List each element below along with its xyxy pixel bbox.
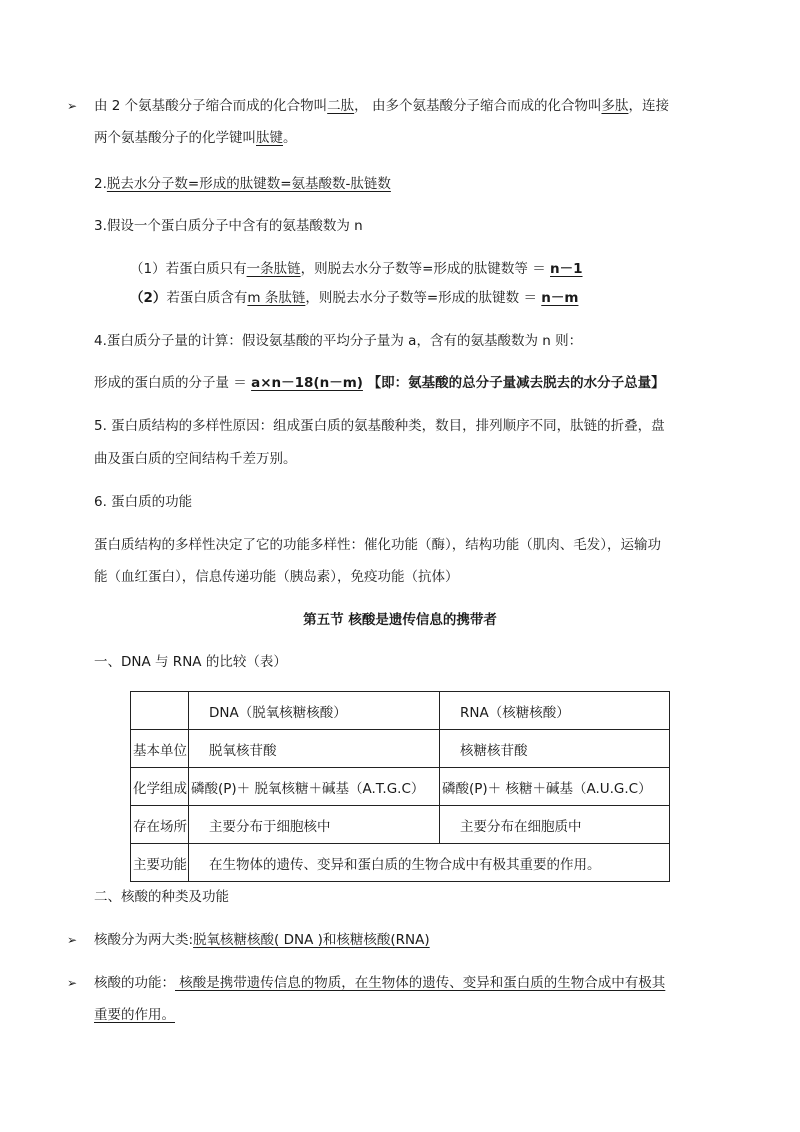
formula: a×n－18(n－m) <box>251 375 363 391</box>
item-3: 3.假设一个蛋白质分子中含有的氨基酸数为 n <box>94 218 363 234</box>
row-label: 基本单位 <box>131 730 189 768</box>
term-m-chains: m 条肽链 <box>247 290 306 306</box>
paragraph-peptide-line1 <box>94 96 669 116</box>
table-cell: 主要分布于细胞核中 <box>189 806 440 844</box>
table-cell: 在生物体的遗传、变异和蛋白质的生物合成中有极其重要的作用。 <box>189 844 670 882</box>
table-cell: 主要分布在细胞质中 <box>440 806 670 844</box>
paragraph-function-line2: 能（血红蛋白），信息传递功能（胰岛素），免疫功能（抗体） <box>94 569 459 585</box>
table-row <box>131 768 670 806</box>
text: （2） <box>130 290 167 306</box>
text: （1）若蛋白质只有 <box>130 261 247 277</box>
answer: n－1 <box>550 261 583 277</box>
section-title: 第五节 核酸是遗传信息的携带者 <box>303 612 497 628</box>
term-polypeptide: 多肽 <box>601 98 629 114</box>
bullet-icon: ➢ <box>67 933 78 947</box>
item-2 <box>94 174 391 194</box>
text: 若蛋白质含有 <box>166 290 248 306</box>
classes-underlined: 脱氧核糖核酸( DNA )和核糖核酸(RNA) <box>193 932 430 948</box>
table-header-rna: RNA（核糖核酸） <box>440 692 670 730</box>
table-header-dna: DNA（脱氧核糖核酸） <box>189 692 440 730</box>
row-label: 存在场所 <box>131 806 189 844</box>
text: 2. <box>94 176 107 192</box>
row-label: 化学组成 <box>131 768 189 806</box>
table-row <box>131 844 670 882</box>
item-6: 6. 蛋白质的功能 <box>94 494 193 510</box>
term-peptide-bond: 肽键 <box>256 130 283 146</box>
bullet-icon: ➢ <box>67 976 78 990</box>
term-dipeptide: 二肽 <box>327 98 355 114</box>
table-cell: 脱氧核苷酸 <box>189 730 440 768</box>
text: 。 <box>283 130 297 146</box>
paragraph-function-line1: 蛋白质结构的多样性决定了它的功能多样性：催化功能（酶），结构功能（肌肉、毛发），运输功 <box>94 537 661 553</box>
text: ， 由多个氨基酸分子缩合而成的化合物叫 <box>354 98 602 114</box>
item-3-1 <box>130 259 583 279</box>
table-cell <box>131 692 189 730</box>
text: 两个氨基酸分子的化学键叫 <box>94 130 256 146</box>
item-4-formula <box>94 373 665 393</box>
table-cell: 磷酸(P)＋ 核糖＋碱基（A.U.G.C） <box>440 768 670 806</box>
heading-dna-rna-compare: 一、DNA 与 RNA 的比较（表） <box>94 654 287 670</box>
item-3-2 <box>130 288 578 308</box>
function-underlined: 核酸是携带遗传信息的物质，在生物体的遗传、变异和蛋白质的生物合成中有极其 <box>175 975 666 991</box>
text: 核酸的功能： <box>94 975 175 991</box>
answer: n－m <box>541 290 579 306</box>
text: 由 2 个氨基酸分子缩合而成的化合物叫 <box>94 98 328 114</box>
table-header-row <box>131 692 670 730</box>
table-row <box>131 806 670 844</box>
term-one-chain: 一条肽链 <box>246 261 301 277</box>
table-cell: 核糖核苷酸 <box>440 730 670 768</box>
dna-rna-table <box>130 691 670 882</box>
table-cell: 磷酸(P)＋ 脱氧核糖＋碱基（A.T.G.C） <box>189 768 440 806</box>
text: ，则脱去水分子数等=形成的肽键数等 ＝ <box>300 261 550 277</box>
item-5-line1: 5. 蛋白质结构的多样性原因：组成蛋白质的氨基酸种类，数目，排列顺序不同，肽链的折叠，盘 <box>94 418 665 434</box>
function-underlined: 重要的作用。 <box>94 1007 175 1023</box>
text: ，则脱去水分子数等=形成的肽键数 ＝ <box>305 290 542 306</box>
note: 【即：氨基酸的总分子量减去脱去的水分子总量】 <box>362 375 665 391</box>
bullet-nucleic-acid-classes <box>94 930 430 950</box>
text: 核酸分为两大类: <box>94 932 194 948</box>
bullet-nucleic-acid-function-line1 <box>94 973 665 993</box>
heading-nucleic-acid-types: 二、核酸的种类及功能 <box>94 889 229 905</box>
formula-underlined: 脱去水分子数=形成的肽键数=氨基酸数-肽链数 <box>106 176 391 192</box>
paragraph-peptide-line2 <box>94 128 297 148</box>
item-4: 4.蛋白质分子量的计算：假设氨基酸的平均分子量为 a，含有的氨基酸数为 n 则： <box>94 333 583 349</box>
bullet-nucleic-acid-function-line2 <box>94 1005 175 1025</box>
table-row <box>131 730 670 768</box>
bullet-icon: ➢ <box>67 99 78 113</box>
item-5-line2: 曲及蛋白质的空间结构千差万别。 <box>94 451 297 467</box>
text: 形成的蛋白质的分子量 ＝ <box>94 375 252 391</box>
row-label: 主要功能 <box>131 844 189 882</box>
text: ，连接 <box>628 98 669 114</box>
